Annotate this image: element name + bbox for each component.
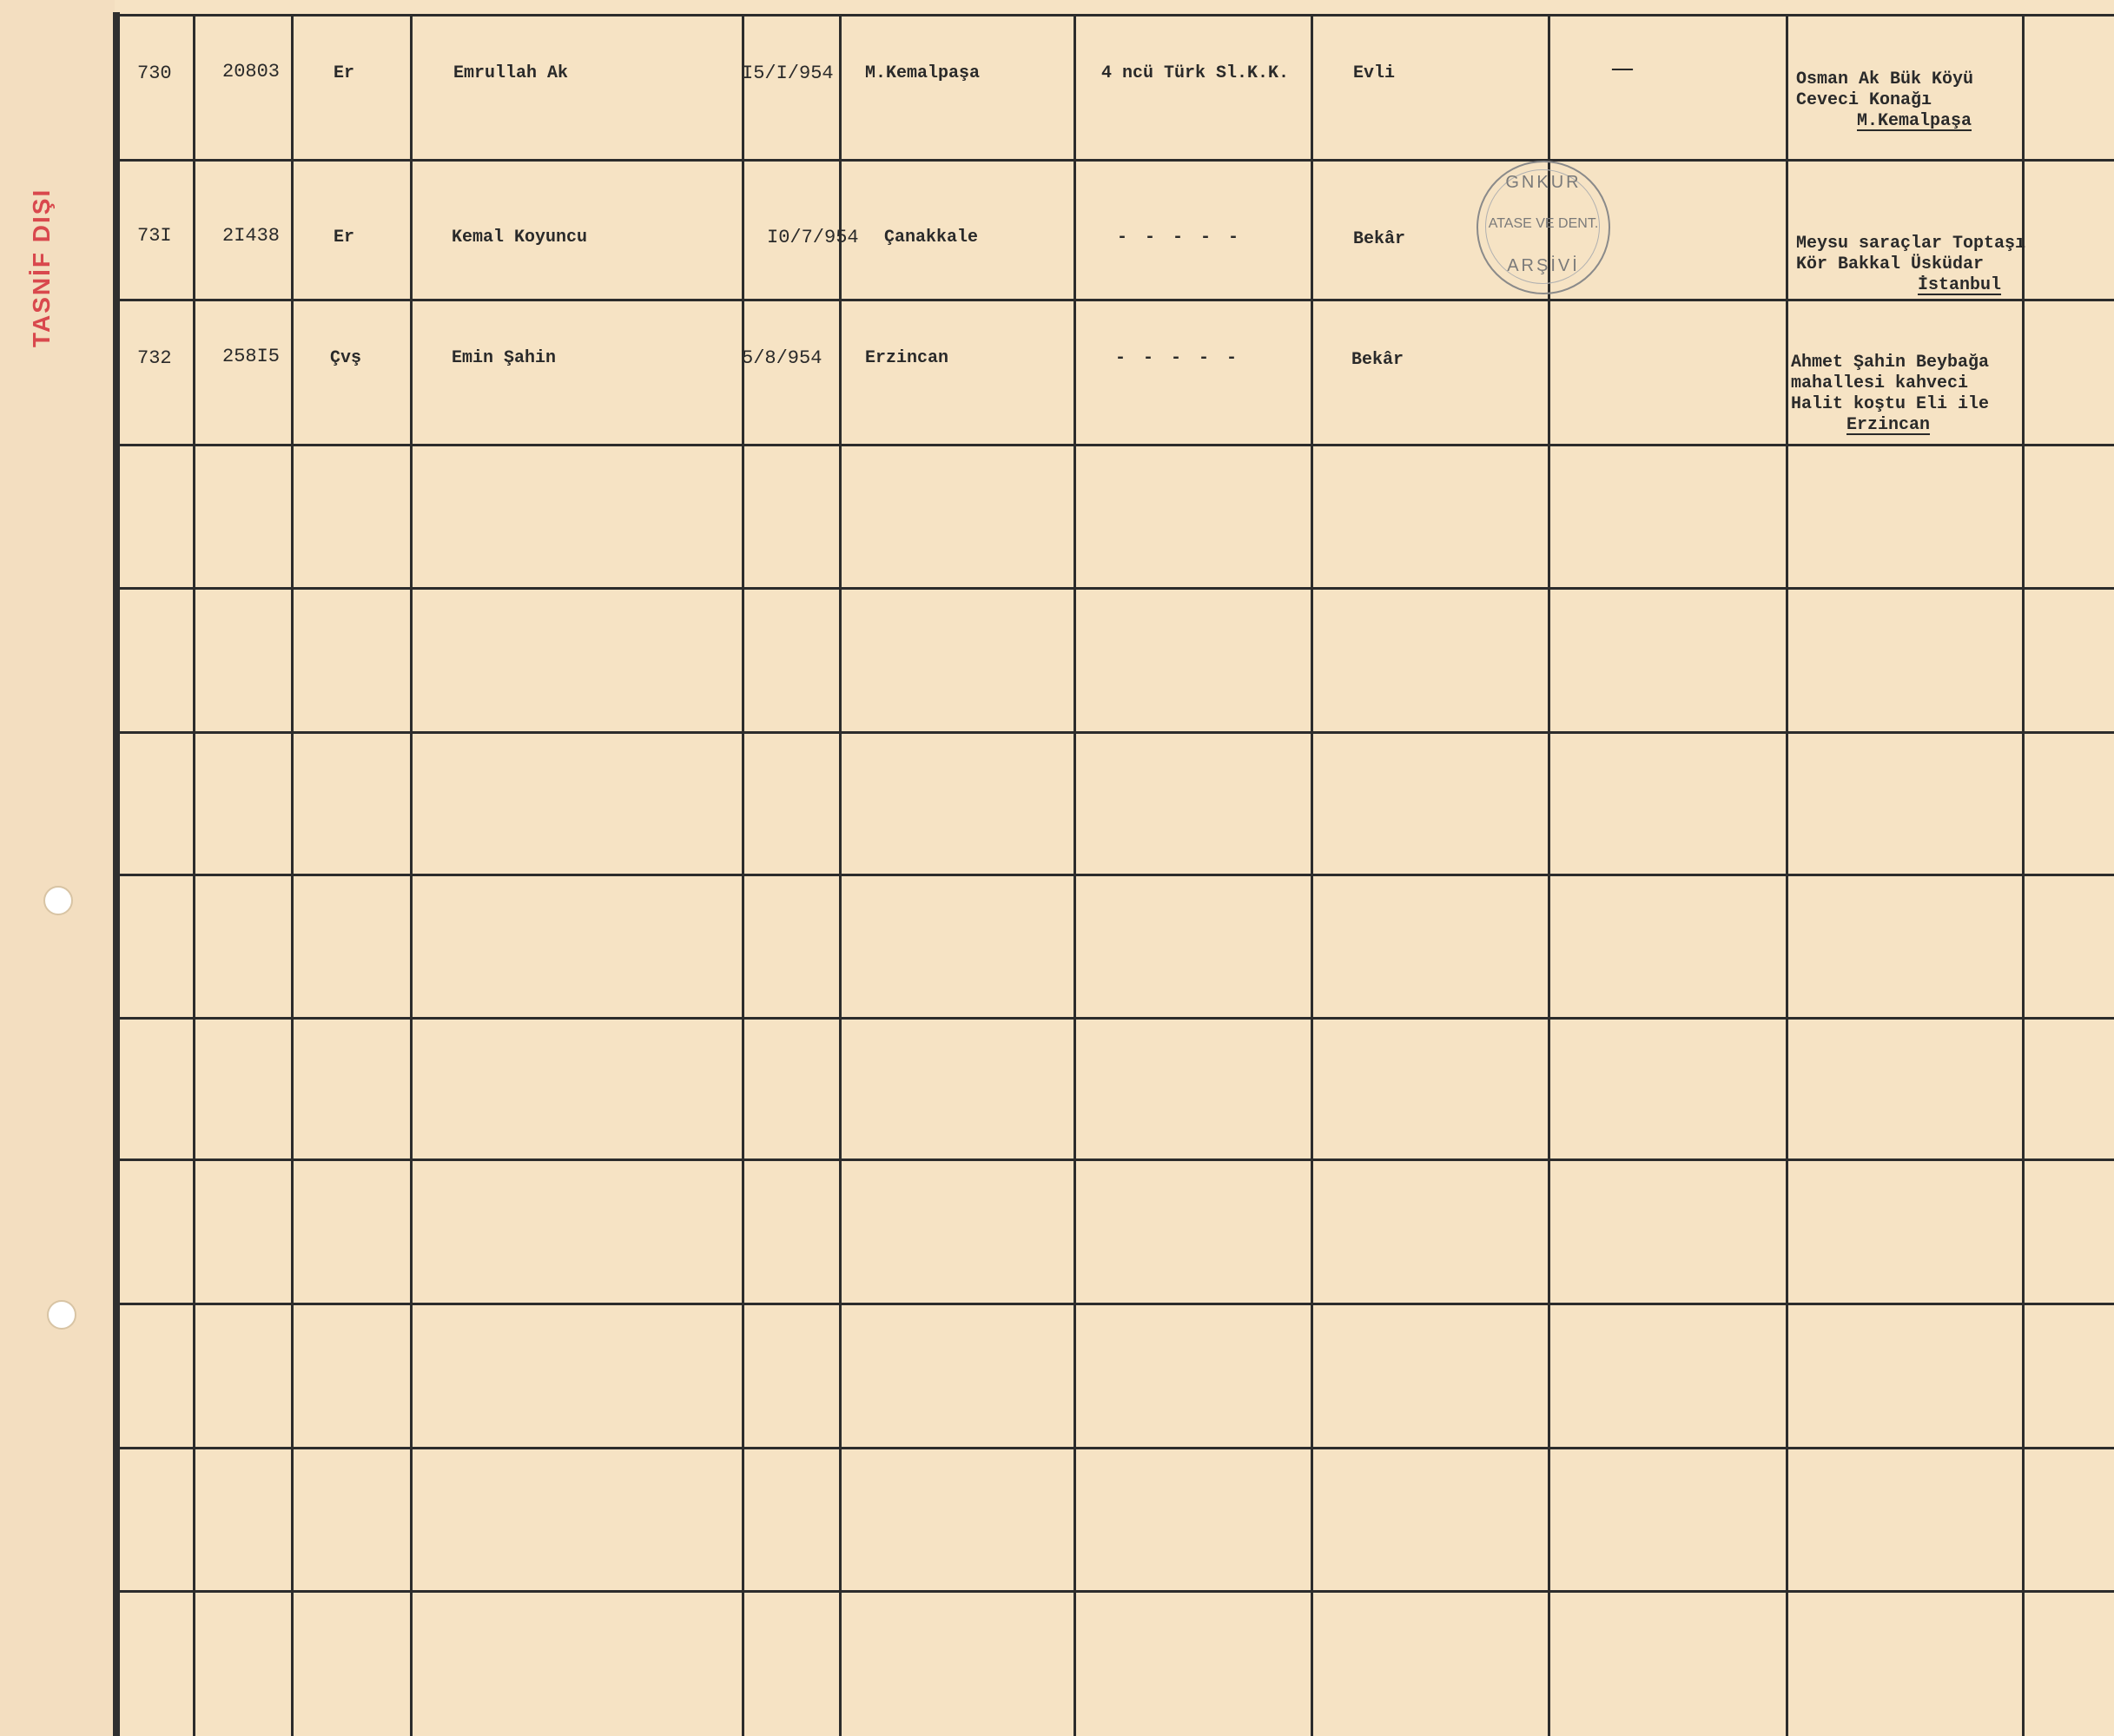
cell-tarih: 5/8/954 xyxy=(742,347,822,369)
punch-hole-top xyxy=(43,886,73,915)
adres-line: Erzincan xyxy=(1846,415,1931,435)
grid-line xyxy=(120,1017,2114,1020)
cell-medeni-hal: Bekâr xyxy=(1351,350,1404,370)
cell-no: 730 xyxy=(137,63,172,84)
cell-sicil: 20803 xyxy=(222,61,281,83)
cell-rutbe: Er xyxy=(334,228,355,248)
stamp-top-text: GNKUR xyxy=(1505,173,1582,192)
table-row xyxy=(120,299,2114,444)
cell-adres xyxy=(1796,234,2025,296)
grid-line xyxy=(120,1590,2114,1593)
cell-yer: Çanakkale xyxy=(884,228,979,248)
cell-tarih: I5/I/954 xyxy=(742,63,834,84)
cell-yer: Erzincan xyxy=(865,348,949,368)
grid-line xyxy=(120,444,2114,446)
grid-line xyxy=(120,1303,2114,1305)
binding-margin xyxy=(0,0,115,1736)
cell-ad-soyad: Kemal Koyuncu xyxy=(452,228,588,248)
stamp-bottom-text: ARŞİVİ xyxy=(1507,256,1580,275)
cell-medeni-hal: Evli xyxy=(1353,63,1396,83)
cell-sicil: 258I5 xyxy=(222,346,281,367)
adres-line: Osman Ak Bük Köyü xyxy=(1796,69,1974,89)
adres-line: Kör Bakkal Üsküdar xyxy=(1796,254,1985,274)
grid-line xyxy=(120,731,2114,734)
grid-line xyxy=(120,587,2114,590)
punch-hole-bottom xyxy=(47,1300,76,1330)
cell-rutbe: Çvş xyxy=(330,348,362,368)
cell-no: 73I xyxy=(137,225,172,247)
adres-line: Halit koştu Eli ile xyxy=(1791,394,1990,414)
cell-birlik: - - - - - xyxy=(1117,228,1243,248)
adres-line: mahallesi kahveci xyxy=(1791,373,1969,393)
table-row xyxy=(120,14,2114,159)
cell-birlik: 4 ncü Türk Sl.K.K. xyxy=(1101,63,1290,83)
grid-line xyxy=(120,874,2114,876)
archive-stamp xyxy=(1476,161,1610,294)
cell-rutbe: Er xyxy=(334,63,355,83)
cell-adres xyxy=(1791,353,1989,436)
adres-line: İstanbul xyxy=(1918,275,2002,295)
grid-line xyxy=(120,1447,2114,1449)
classification-stamp xyxy=(28,278,52,347)
cell-ad-soyad: Emin Şahin xyxy=(452,348,557,368)
binding-line xyxy=(113,12,120,1736)
cell-medeni-hal: Bekâr xyxy=(1353,229,1406,249)
stamp-middle-text: ATASE VE DENT. xyxy=(1488,216,1599,231)
table-row xyxy=(120,159,2114,299)
adres-line: Ahmet Şahin Beybağa xyxy=(1791,353,1990,373)
cell-ad-soyad: Emrullah Ak xyxy=(453,63,569,83)
cell-no: 732 xyxy=(137,347,172,369)
cell-not: —— xyxy=(1612,60,1634,80)
cell-sicil: 2I438 xyxy=(222,225,281,247)
ledger-grid xyxy=(120,14,2114,1736)
adres-line: Meysu saraçlar Toptaşı xyxy=(1796,234,2026,254)
cell-tarih: I0/7/954 xyxy=(767,227,859,248)
cell-birlik: - - - - - xyxy=(1115,348,1241,368)
grid-line xyxy=(120,1158,2114,1161)
adres-line: M.Kemalpaşa xyxy=(1857,111,1972,131)
cell-adres xyxy=(1796,69,1973,132)
cell-yer: M.Kemalpaşa xyxy=(865,63,981,83)
adres-line: Ceveci Konağı xyxy=(1796,90,1932,110)
